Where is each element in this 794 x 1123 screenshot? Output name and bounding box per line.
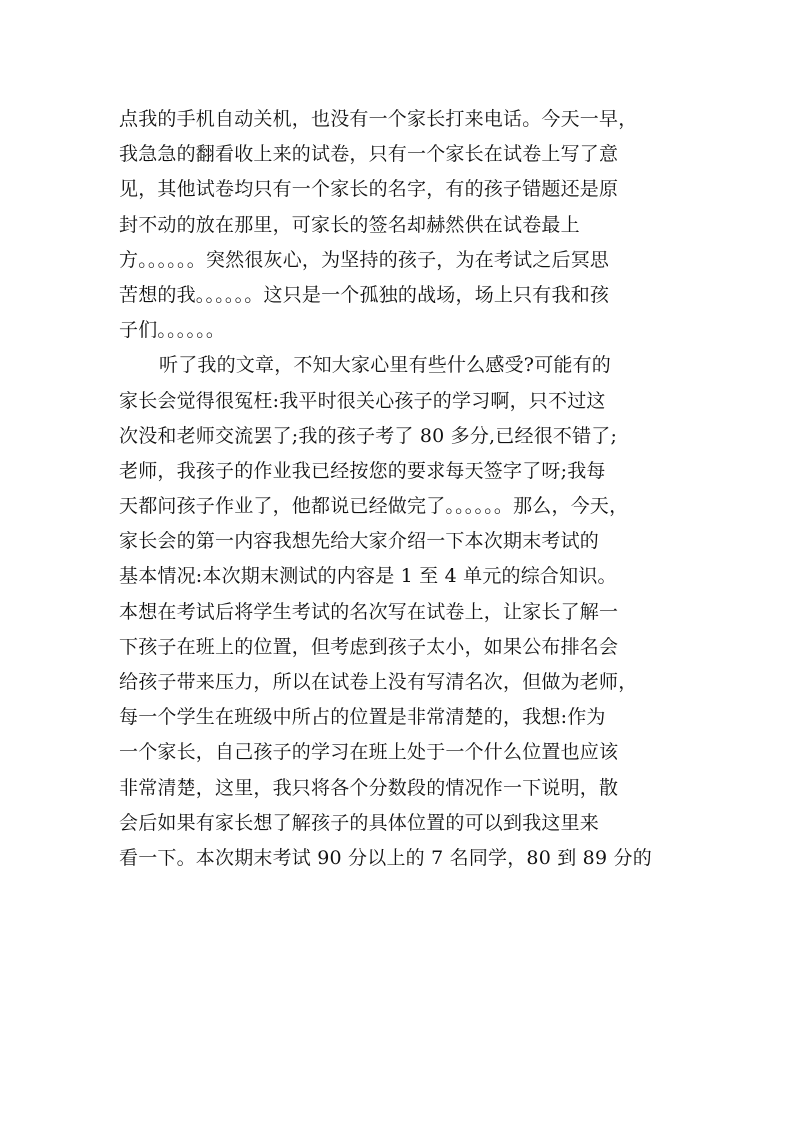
text-line: 非常清楚，这里，我只将各个分数段的情况作一下说明，散	[119, 776, 619, 799]
text-line: 封不动的放在那里，可家长的签名却赫然供在试卷最上	[119, 213, 580, 236]
text-line: 方。。。。。。突然很灰心，为坚持的孩子，为在考试之后冥思	[119, 248, 610, 271]
text-line: 会后如果有家长想了解孩子的具体位置的可以到我这里来	[119, 811, 600, 834]
text-line: 看一下。本次期末考试 90 分以上的 7 名同学，80 到 89 分的	[119, 846, 652, 869]
text-line: 每一个学生在班级中所占的位置是非常清楚的，我想:作为	[119, 706, 606, 729]
text-line: 我急急的翻看收上来的试卷，只有一个家长在试卷上写了意	[119, 143, 619, 166]
text-line: 本想在考试后将学生考试的名次写在试卷上，让家长了解一	[119, 600, 619, 623]
text-line: 一个家长，自己孩子的学习在班上处于一个什么位置也应该	[119, 741, 619, 764]
paragraph-start-line: 听了我的文章，不知大家心里有些什么感受?可能有的	[159, 354, 611, 377]
text-line: 家长会觉得很冤枉:我平时很关心孩子的学习啊，只不过这	[119, 389, 606, 412]
text-line: 见，其他试卷均只有一个家长的名字，有的孩子错题还是原	[119, 178, 619, 201]
text-line: 下孩子在班上的位置，但考虑到孩子太小，如果公布排名会	[119, 635, 619, 658]
body-text	[119, 102, 679, 876]
text-line: 苦想的我。。。。。。这只是一个孤独的战场，场上只有我和孩	[119, 283, 610, 306]
text-line: 子们。。。。。。	[119, 319, 226, 342]
text-line: 基本情况:本次期末测试的内容是 1 至 4 单元的综合知识。	[119, 565, 617, 588]
text-line: 点我的手机自动关机，也没有一个家长打来电话。今天一早，	[119, 108, 638, 130]
text-line: 次没和老师交流罢了;我的孩子考了 80 多分,已经很不错了;	[119, 424, 618, 447]
text-line: 老师，我孩子的作业我已经按您的要求每天签字了呀;我每	[119, 459, 606, 482]
text-line: 天都问孩子作业了，他都说已经做完了。。。。。。那么，今天，	[119, 495, 629, 518]
text-line: 家长会的第一内容我想先给大家介绍一下本次期末考试的	[119, 530, 600, 553]
text-line: 给孩子带来压力，所以在试卷上没有写清名次，但做为老师，	[119, 671, 638, 693]
